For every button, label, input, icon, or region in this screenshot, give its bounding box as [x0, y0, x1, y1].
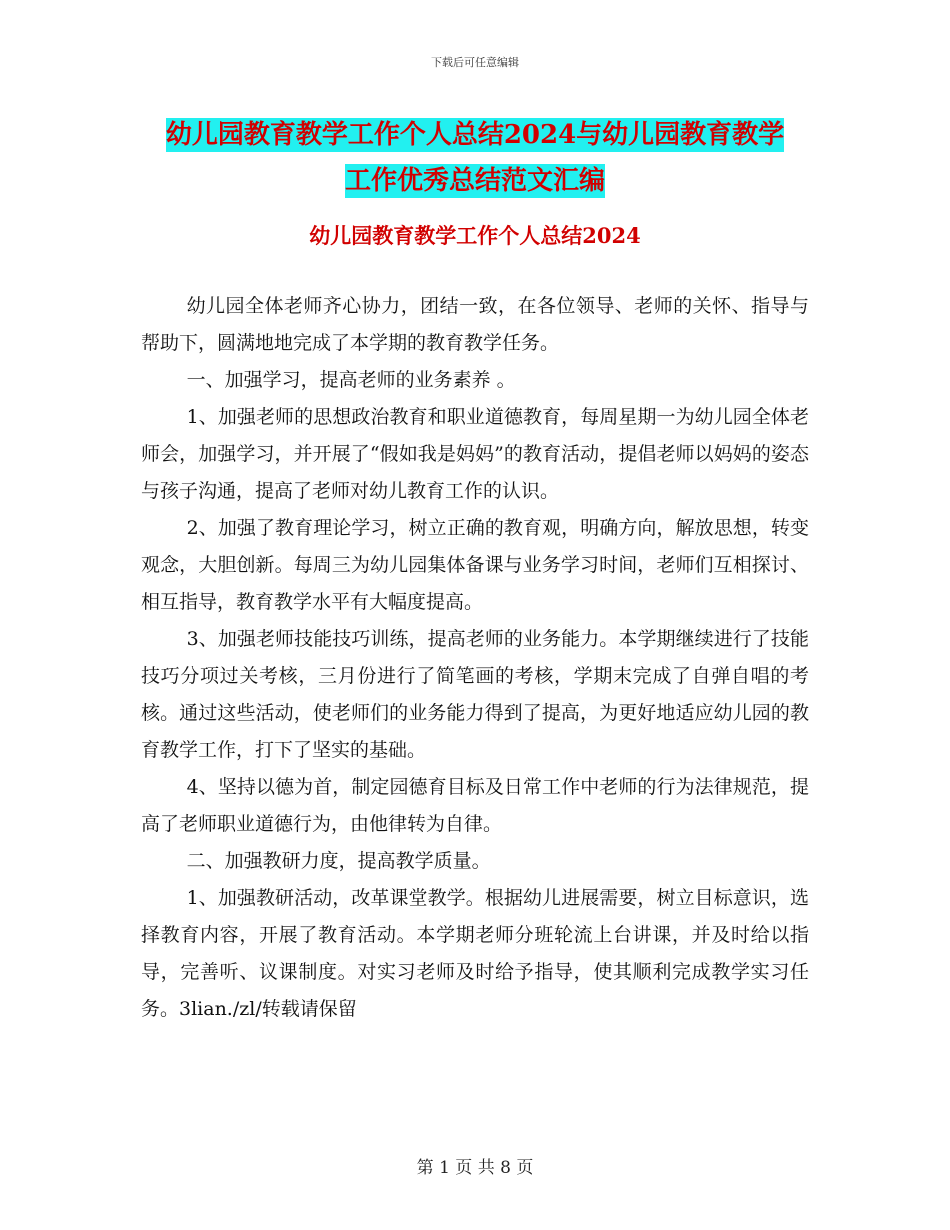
- document-title: [140, 112, 810, 204]
- document-title-line-2: 工作优秀总结范文汇编: [344, 166, 605, 196]
- paragraph: 二、加强教研力度，提高教学质量。: [186, 850, 491, 872]
- paragraph: 4、坚持以德为首，制定园德育目标及日常工作中老师的行为法律规范，提高了老师职业道德行为，由他律转为自律。: [141, 776, 809, 835]
- paragraph: 2、加强了教育理论学习，树立正确的教育观，明确方向，解放思想，转变观念，大胆创新。每周三为幼儿园集体备课与业务学习时间，老师们互相探讨、相互指导，教育教学水平有大幅度提高。: [141, 517, 809, 613]
- paragraph: 1、加强老师的思想政治教育和职业道德教育，每周星期一为幼儿园全体老师会，加强学习，并开展了“假如我是妈妈”的教育活动，提倡老师以妈妈的姿态与孩子沟通，提高了老师对幼儿教育工作的认识。: [141, 406, 809, 502]
- document-body: [141, 288, 809, 1028]
- section-title: 幼儿园教育教学工作个人总结2024: [309, 223, 641, 248]
- paragraph: 幼儿园全体老师齐心协力，团结一致，在各位领导、老师的关怀、指导与帮助下，圆满地地完成了本学期的教育教学任务。: [141, 295, 809, 354]
- paragraph: 1、加强教研活动，改革课堂教学。根据幼儿进展需要，树立目标意识，选择教育内容，开展了教育活动。本学期老师分班轮流上台讲课，并及时给以指导，完善听、议课制度。对实习老师及时给予指导，使其顺利完成教学实习任务。3lian./zl/转载请保留: [141, 887, 809, 1020]
- paragraph: 3、加强老师技能技巧训练，提高老师的业务能力。本学期继续进行了技能技巧分项过关考核，三月份进行了简笔画的考核，学期末完成了自弹自唱的考核。通过这些活动，使老师们的业务能力得到了提高，为更好地适应幼儿园的教育教学工作，打下了坚实的基础。: [141, 628, 809, 761]
- page-number-footer: 第 1 页 共 8 页: [416, 1158, 534, 1178]
- document-title-line-1: 幼儿园教育教学工作个人总结2024与幼儿园教育教学: [165, 120, 785, 150]
- header-note: 下载后可任意编辑: [431, 56, 519, 69]
- paragraph: 一、加强学习，提高老师的业务素养 。: [186, 369, 516, 391]
